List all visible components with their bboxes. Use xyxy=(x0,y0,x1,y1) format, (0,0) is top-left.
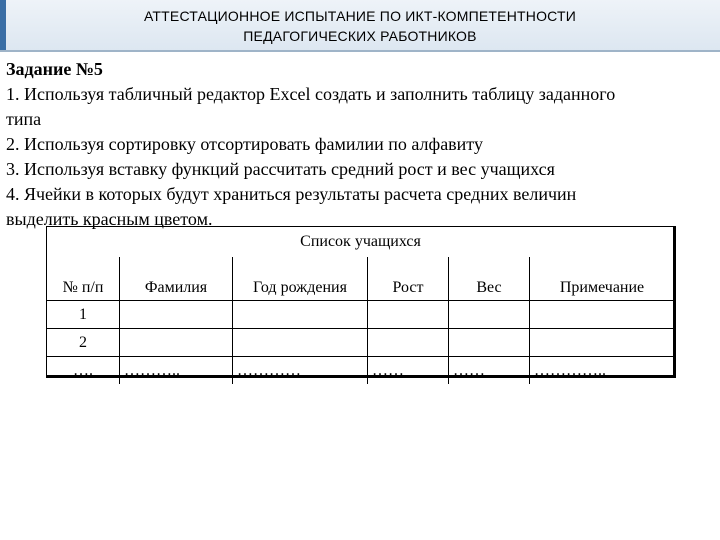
col-header-number: № п/п xyxy=(47,257,120,301)
table-row xyxy=(47,357,674,385)
page-title xyxy=(0,6,720,46)
table-caption: Список учащихся xyxy=(300,233,421,250)
task-line-2: типа xyxy=(6,109,42,129)
cell-height xyxy=(368,329,449,357)
task-line-3: 2. Используя сортировку отсортировать фамилии по алфавиту xyxy=(6,134,483,154)
cell-birth-year xyxy=(233,329,368,357)
header-divider xyxy=(0,50,720,52)
cell-surname xyxy=(120,301,233,329)
cell-number: 2 xyxy=(47,329,120,357)
table-row xyxy=(47,301,674,329)
table-header-row xyxy=(47,257,674,301)
cell-surname xyxy=(120,329,233,357)
cell-number: …. xyxy=(47,357,120,385)
student-table-grid xyxy=(47,227,674,384)
task-line-6: выделить красным цветом. xyxy=(6,209,213,229)
task-line-5: 4. Ячейки в которых будут храниться результаты расчета средних величин xyxy=(6,184,577,204)
col-header-note: Примечание xyxy=(559,279,645,296)
cell-weight: …… xyxy=(449,357,530,385)
cell-birth-year xyxy=(233,301,368,329)
col-header-weight: Вес xyxy=(449,257,530,301)
task-line-4: 3. Используя вставку функций рассчитать средний рост и вес учащихся xyxy=(6,159,555,179)
student-table xyxy=(46,226,676,378)
cell-note xyxy=(530,301,675,329)
task-line-1: 1. Используя табличный редактор Excel создать и заполнить таблицу заданного xyxy=(6,84,616,104)
col-header-height: Рост xyxy=(368,257,449,301)
cell-weight xyxy=(449,301,530,329)
cell-note: ………….. xyxy=(530,357,675,385)
cell-number: 1 xyxy=(47,301,120,329)
col-header-surname: Фамилия xyxy=(120,257,233,301)
cell-height: …… xyxy=(368,357,449,385)
col-header-birth-year: Год рождения xyxy=(233,257,368,301)
task-heading: Задание №5 xyxy=(6,59,103,79)
table-row xyxy=(47,329,674,357)
cell-weight xyxy=(449,329,530,357)
cell-note xyxy=(530,329,675,357)
cell-birth-year: ………… xyxy=(233,357,368,385)
task-text xyxy=(6,57,706,232)
cell-surname: ……….. xyxy=(120,357,233,385)
title-line-1: АТТЕСТАЦИОННОЕ ИСПЫТАНИЕ ПО ИКТ-КОМПЕТЕНТНОСТИ xyxy=(143,8,577,24)
cell-height xyxy=(368,301,449,329)
title-line-2: ПЕДАГОГИЧЕСКИХ РАБОТНИКОВ xyxy=(243,28,477,44)
